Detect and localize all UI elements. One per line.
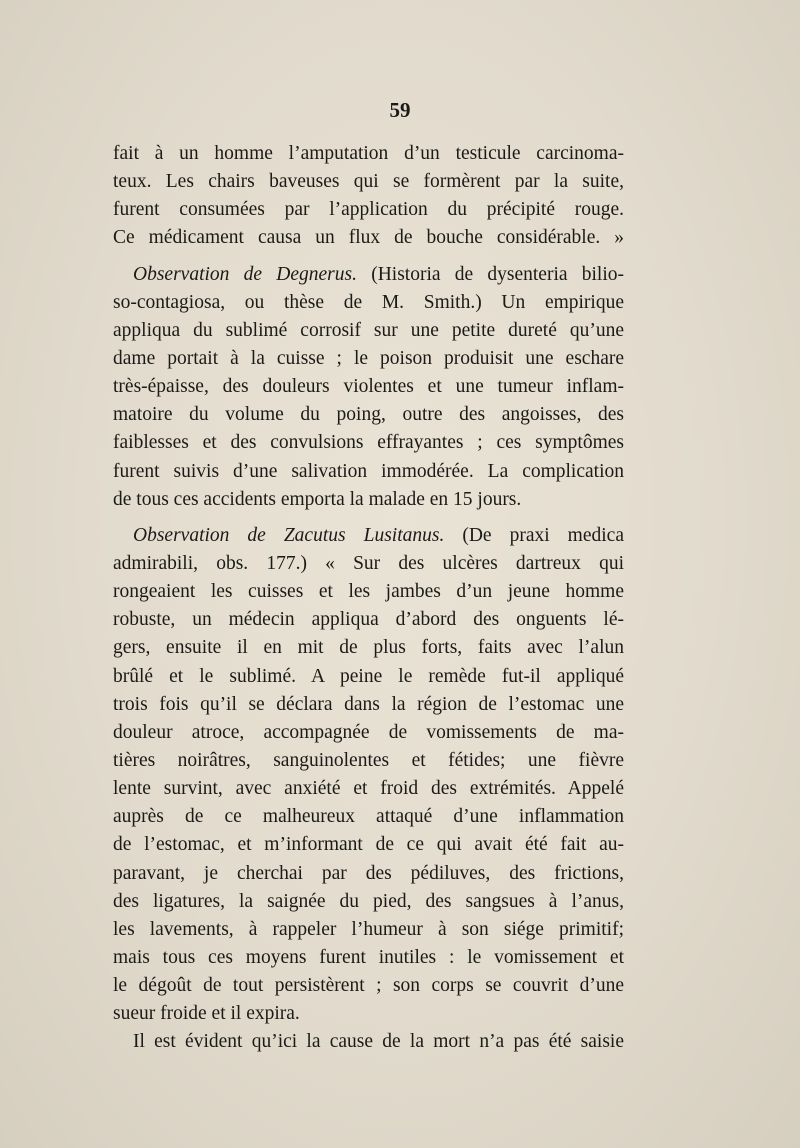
observation-heading: Observation de Zacutus Lusitanus. xyxy=(133,524,445,546)
paragraph-gap xyxy=(113,514,624,522)
text-line: furent suivis d’une salivation immodérée. La complication xyxy=(113,460,624,482)
text-line: gers, ensuite il en mit de plus forts, faits avec l’alun xyxy=(113,637,624,659)
text-line: douleur atroce, accompagnée de vomissements de ma- xyxy=(113,721,624,743)
text-line: dame portait à la cuisse ; le poison produisit une eschare xyxy=(113,347,624,369)
text-line: très-épaisse, des douleurs violentes et une tumeur inflam- xyxy=(113,376,624,398)
text-line: trois fois qu’il se déclara dans la région de l’estomac une xyxy=(113,693,624,715)
text-line: mais tous ces moyens furent inutiles : le vomissement et xyxy=(113,946,624,968)
text-run: (Historia de dysenteria bilio- xyxy=(356,263,624,285)
body-text xyxy=(113,140,624,1057)
text-line: de tous ces accidents emporta la malade en 15 jours. xyxy=(113,488,522,510)
text-line: appliqua du sublimé corrosif sur une petite dureté qu’une xyxy=(113,319,624,341)
text-line: lente survint, avec anxiété et froid des extrémités. Appelé xyxy=(113,778,624,800)
text-line: les lavements, à rappeler l’humeur à son siége primitif; xyxy=(113,918,624,940)
paragraph-gap xyxy=(113,253,624,261)
text-line: matoire du volume du poing, outre des angoisses, des xyxy=(113,404,624,426)
text-line: admirabili, obs. 177.) « Sur des ulcères dartreux qui xyxy=(113,552,624,574)
text-line: rongeaient les cuisses et les jambes d’un jeune homme xyxy=(113,581,624,603)
text-line: brûlé et le sublimé. A peine le remède fut-il appliqué xyxy=(113,665,624,687)
text-line: furent consumées par l’application du précipité rouge. xyxy=(113,199,624,221)
text-line xyxy=(113,522,624,550)
text-line: Il est évident qu’ici la cause de la mort n’a pas été saisie xyxy=(133,1031,624,1053)
text-line: robuste, un médecin appliqua d’abord des onguents lé- xyxy=(113,609,624,631)
text-line: le dégoût de tout persistèrent ; son corps se couvrit d’une xyxy=(113,975,624,997)
text-line: sueur froide et il expira. xyxy=(113,1003,300,1025)
text-line: so-contagiosa, ou thèse de M. Smith.) Un empirique xyxy=(113,291,624,313)
text-line: de l’estomac, et m’informant de ce qui avait été fait au- xyxy=(113,834,624,856)
text-line xyxy=(113,261,624,289)
text-line: paravant, je cherchai par des pédiluves, des frictions, xyxy=(113,862,624,884)
text-line: teux. Les chairs baveuses qui se formèrent par la suite, xyxy=(113,171,624,193)
text-run: (De praxi medica xyxy=(444,524,624,546)
text-line: tières noirâtres, sanguinolentes et fétides; une fièvre xyxy=(113,749,624,771)
text-line: fait à un homme l’amputation d’un testicule carcinoma- xyxy=(113,143,624,164)
text-line: des ligatures, la saignée du pied, des sangsues à l’anus, xyxy=(113,890,624,912)
text-line: faiblesses et des convulsions effrayantes ; ces symptômes xyxy=(113,432,624,454)
text-line: Ce médicament causa un flux de bouche considérable. » xyxy=(113,227,624,249)
observation-heading: Observation de Degnerus. xyxy=(133,263,357,285)
text-line: auprès de ce malheureux attaqué d’une inflammation xyxy=(113,806,624,828)
page-number: 59 xyxy=(389,98,411,122)
